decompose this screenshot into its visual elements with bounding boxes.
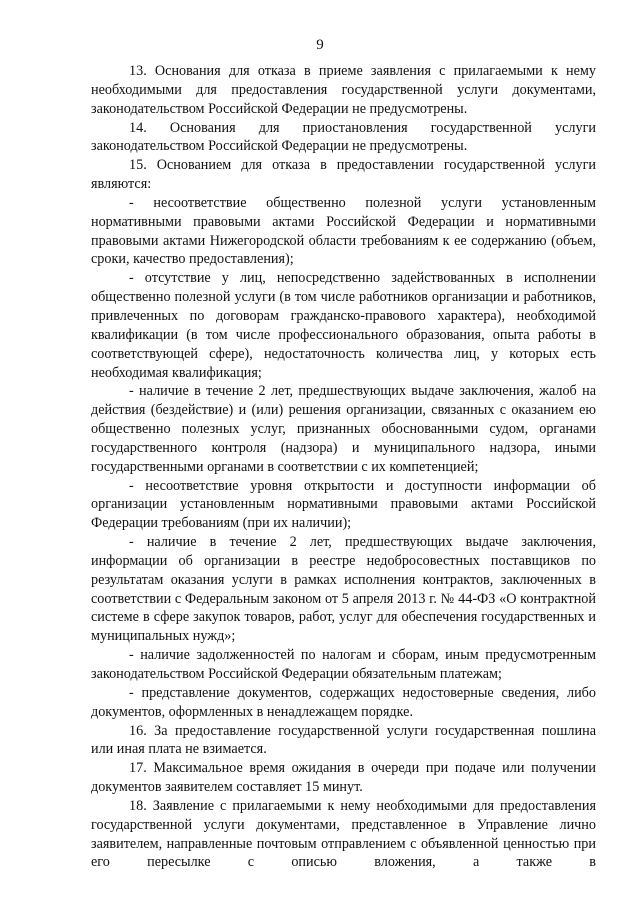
paragraph-14: 14. Основания для приостановления государственной услуги законодательством Российской Федерации не предусмотрены. xyxy=(91,119,596,155)
list-item-unfair-suppliers: - наличие в течение 2 лет, предшествующих выдаче заключения, информации об организации в реестре недобросовестных поставщиков по результатам оказания услуги в рамках исполнения контрактов, заключенных в соответствии с Федеральным законом от 5 апреля 2013 г. № 44-ФЗ «О контрактной системе в сфере закупок товаров, работ, услуг для обеспечения государственных и муниципальных нужд»; xyxy=(91,534,596,645)
paragraph-17: 17. Максимальное время ожидания в очереди при подаче или получении документов заявителем составляет 15 минут. xyxy=(91,760,596,796)
list-item-false-documents: - представление документов, содержащих недостоверные сведения, либо документов, оформленных в ненадлежащем порядке. xyxy=(91,684,596,720)
list-item-complaints: - наличие в течение 2 лет, предшествующих выдаче заключения, жалоб на действия (бездействие) и (или) решения организации, связанных с оказанием ею общественно полезных услуг, признанных обоснованными судом, органами государственного контроля (надзора) и муниципального надзора, иными государственными органами в соответствии с их компетенцией; xyxy=(91,383,596,475)
paragraph-15: 15. Основанием для отказа в предоставлении государственной услуги являются: xyxy=(91,157,596,193)
paragraph-13: 13. Основания для отказа в приеме заявления с прилагаемыми к нему необходимыми для предоставления государственной услуги документами, законодательством Российской Федерации не предусмотрены. xyxy=(91,63,596,117)
document-body xyxy=(91,62,596,872)
list-item-service-mismatch: - несоответствие общественно полезной услуги установленным нормативными правовыми актами Российской Федерации и нормативными правовыми актами Нижегородской области требованиям к ее содержанию (объем, сроки, качество предоставления); xyxy=(91,194,596,268)
list-item-openness: - несоответствие уровня открытости и доступности информации об организации установленным нормативными правовыми актами Российской Федерации требованиям (при их наличии); xyxy=(91,477,596,532)
page-number: 9 xyxy=(316,37,324,53)
paragraph-18: 18. Заявление с прилагаемыми к нему необходимыми для предоставления государственной услуги документами, представленное в Управление лично заявителем, направленные почтовым отправлением с объявленной ценностью при его пересылке с описью вложения, а также в xyxy=(91,797,596,871)
paragraph-16: 16. За предоставление государственной услуги государственная пошлина или иная плата не взимается. xyxy=(91,722,596,758)
list-item-qualification: - отсутствие у лиц, непосредственно задействованных в исполнении общественно полезной услуги (в том числе работников организации и работников, привлеченных по договорам гражданско-правового характера), необходимой квалификации (в том числе профессионального образования, опыта работы в соответствующей сфере), недостаточность количества лиц, у которых есть необходимая квалификация; xyxy=(91,270,596,381)
list-item-tax-debts: - наличие задолженностей по налогам и сборам, иным предусмотренным законодательством Российской Федерации обязательным платежам; xyxy=(91,647,596,682)
